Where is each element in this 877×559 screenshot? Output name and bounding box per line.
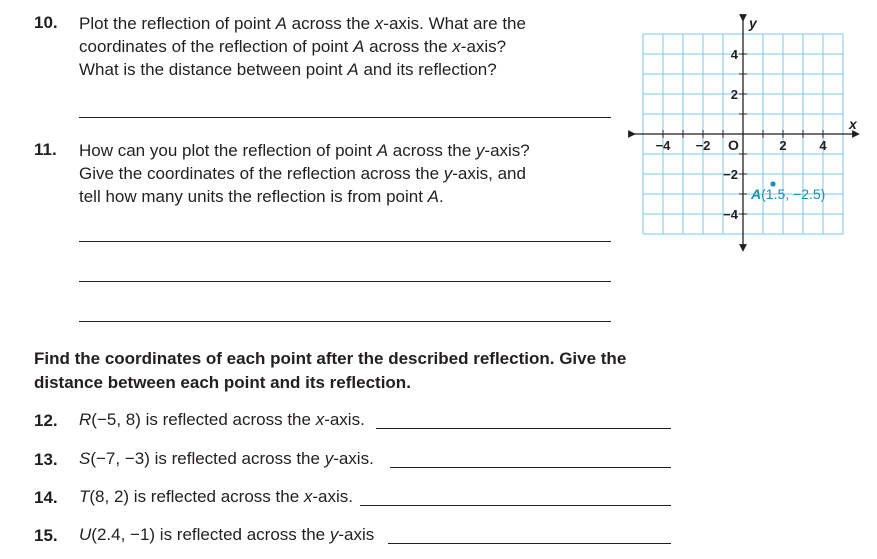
point-a-label: A(1.5, −2.5) [751, 186, 826, 202]
question-11-line-2: Give the coordinates of the reflection across the y-axis, and [79, 164, 526, 183]
question-12-answer-line[interactable] [376, 428, 671, 429]
y-tick-label: 4 [730, 47, 738, 62]
question-10-line-3: What is the distance between point A and its reflection? [79, 60, 497, 79]
coordinate-graph [628, 12, 868, 257]
x-tick-label: −4 [655, 138, 671, 153]
y-tick-label: −2 [723, 167, 738, 182]
question-11-answer-line-3[interactable] [79, 321, 611, 322]
x-tick-label: 4 [819, 138, 827, 153]
question-11-line-3: tell how many units the reflection is from point A. [79, 187, 444, 206]
x-tick-labels [656, 138, 828, 153]
question-10-number: 10. [34, 13, 58, 32]
origin-label: O [728, 137, 739, 153]
question-13-text: S(−7, −3) is reflected across the y-axis. [79, 449, 374, 468]
y-tick-label: −4 [723, 207, 738, 222]
question-15-answer-line[interactable] [388, 543, 671, 544]
x-axis-label: x [849, 116, 857, 132]
question-11-number: 11. [34, 140, 57, 159]
question-10-line-1: Plot the reflection of point A across the x-axis. What are the [79, 14, 526, 33]
y-axis-label: y [749, 15, 757, 31]
question-14-text: T(8, 2) is reflected across the x-axis. [79, 487, 353, 506]
question-11-answer-line-2[interactable] [79, 281, 611, 282]
x-tick-label: −2 [695, 138, 711, 153]
question-12-number: 12. [34, 411, 58, 430]
section-heading: Find the coordinates of each point after the described reflection. Give the distance between each point and its reflection. [34, 349, 627, 392]
question-10-text [79, 12, 619, 81]
question-15-number: 15. [34, 526, 58, 545]
question-15-text: U(2.4, −1) is reflected across the y-axis [79, 525, 375, 544]
question-11-line-1: How can you plot the reflection of point A across the y-axis? [79, 141, 530, 160]
question-13-answer-line[interactable] [390, 467, 671, 468]
question-11-text [79, 139, 619, 208]
y-tick-label: 2 [730, 87, 738, 102]
question-12-text: R(−5, 8) is reflected across the x-axis. [79, 410, 365, 429]
question-11-answer-line-1[interactable] [79, 241, 611, 242]
question-14-number: 14. [34, 488, 58, 507]
question-14-answer-line[interactable] [360, 505, 671, 506]
question-13-number: 13. [34, 450, 58, 469]
x-tick-label: 2 [779, 138, 787, 153]
question-10-answer-line[interactable] [79, 117, 611, 118]
question-10-line-2: coordinates of the reflection of point A across the x-axis? [79, 37, 507, 56]
